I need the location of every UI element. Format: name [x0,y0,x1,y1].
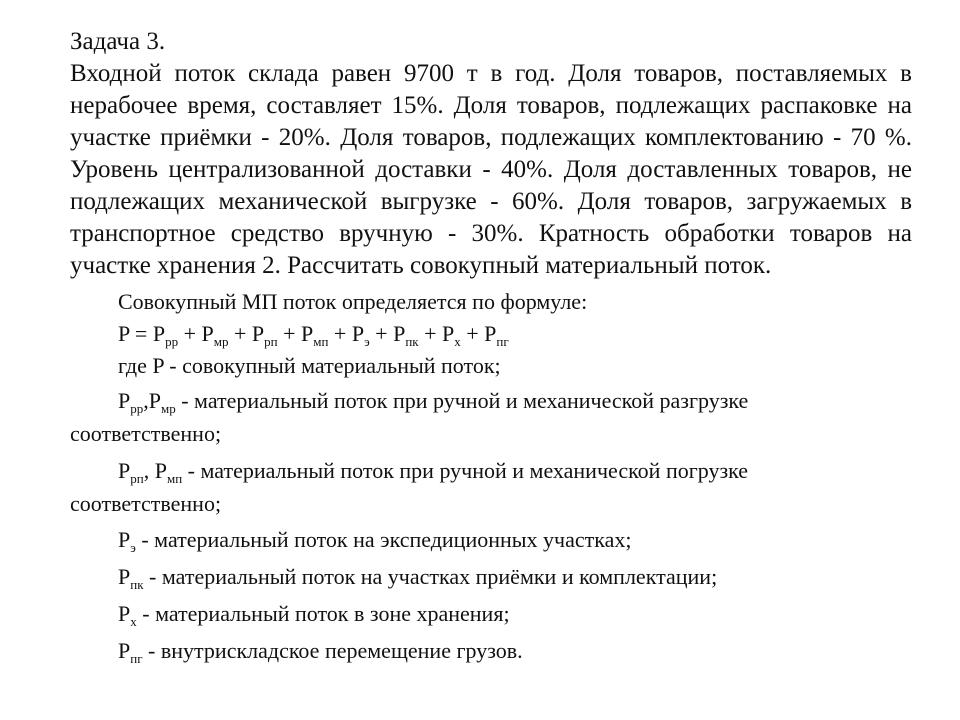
def-text: - материальный поток на участках приёмки и комплектации; [143,564,718,589]
formula-sub-rp: рп [264,334,278,349]
def-text: - материальный поток в зоне хранения; [136,601,510,626]
def-symbol: P [118,527,131,552]
def-text: - материальный поток при ручной и механической погрузке [182,458,749,483]
definition-internal-movement [70,635,912,667]
def-text: - материальный поток при ручной и механической разгрузке [175,388,749,413]
def-symbol: P [118,564,131,589]
formula-sep: + P [228,321,265,346]
def-symbol: P [118,638,131,663]
solution-block [70,288,912,667]
def-sub: мр [161,401,176,416]
def-symbol: P [118,458,131,483]
definition-storage [70,598,912,630]
formula-sub-pk: пк [405,334,419,349]
task-text: Входной поток склада равен 9700 т в год. Доля товаров, поставляемых в нерабочее время, составляет 15%. Доля товаров, подлежащих распаковке на участке приёмки - 20%. Доля товаров, подлежащих комплектованию - 70 %. Уровень централизованной доставки - 40%. Доля доставленных товаров, не подлежащих механической выгрузке - 60%. Доля товаров, загружаемых в транспортное средство вручную - 30%. Кратность обработки товаров на участке хранения 2. Рассчитать совокупный материальный поток. [70,60,912,279]
formula-sub-e: э [364,334,370,349]
slide-content [70,26,912,672]
def-sub: пг [130,651,143,666]
formula-sep: + P [418,321,455,346]
formula-sub-rr: рр [165,334,179,349]
definition-total: где P - совокупный материальный поток; [118,353,501,378]
def-continuation: соответственно; [70,491,222,516]
def-symbol: P [118,601,131,626]
def-symbol: , P [143,458,167,483]
formula-sub-pg: пг [496,334,509,349]
formula-intro: Совокупный МП поток определяется по формуле: [118,289,588,314]
def-symbol: ,P [143,388,161,413]
formula-sub-mp: мп [313,334,329,349]
definition-expedition [70,524,912,556]
formula-sub-x: х [454,334,461,349]
def-sub: пк [130,577,144,592]
definition-loading [70,454,912,520]
formula-sep: + P [277,321,314,346]
def-sub: рп [130,471,144,486]
task-title: Задача 3. [70,28,166,55]
formula-lhs: P = P [118,321,166,346]
formula-sub-mr: мр [213,334,229,349]
formula-sep: + P [369,321,406,346]
def-text: - внутрискладское перемещение грузов. [142,638,523,663]
def-text: - материальный поток на экспедиционных участках; [135,527,632,552]
def-sub: х [130,614,137,629]
formula-sep: + P [178,321,214,346]
definition-receiving [70,561,912,593]
def-sub: э [130,540,136,555]
formula [70,320,912,347]
def-continuation: соответственно; [70,421,222,446]
formula-sep: + P [460,321,497,346]
def-sub: мп [166,471,183,486]
def-sub: рр [130,401,144,416]
formula-sep: + P [328,321,365,346]
definition-unloading [70,384,912,450]
def-symbol: P [118,388,131,413]
